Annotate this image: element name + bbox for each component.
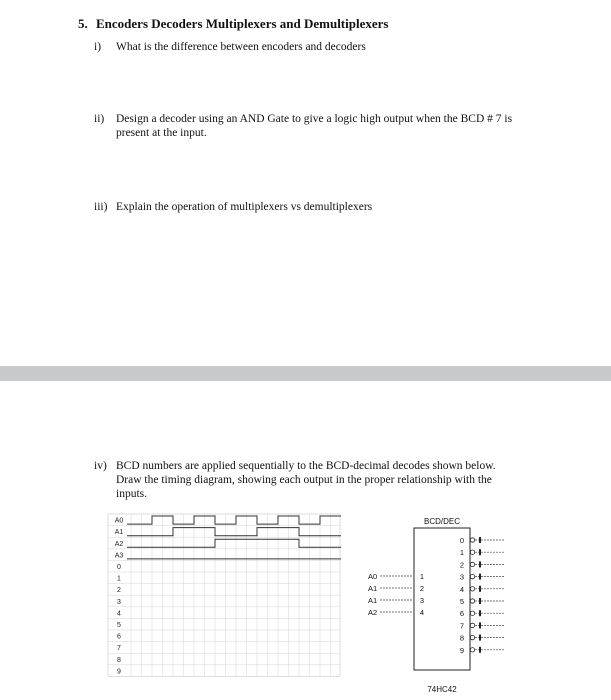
timing-label-A2: A2	[114, 540, 124, 548]
decoder-output-label-7: 7	[459, 621, 464, 631]
decoder-output-label-3: 3	[459, 572, 464, 582]
decoder-part-number: 74HC42	[427, 685, 457, 694]
decoder-output-label-0: 0	[459, 536, 464, 545]
waveform-A1	[127, 528, 341, 536]
decoder-output-bubble	[470, 574, 474, 578]
question-i-text: What is the difference between encoders and decoders	[116, 41, 366, 53]
decoder-output-label-2: 2	[459, 560, 464, 570]
question-iv-text-line3: inputs.	[116, 488, 147, 500]
waveform-A2	[127, 539, 341, 547]
section-number: 5.	[78, 16, 88, 31]
question-ii-numeral: ii)	[94, 113, 105, 125]
decoder-output-bubble	[470, 587, 474, 591]
timing-label-8: 8	[117, 656, 121, 664]
question-iii-numeral: iii)	[94, 201, 108, 213]
timing-label-5: 5	[117, 622, 121, 629]
question-ii-text-line1: Design a decoder using an AND Gate to give a logic high output when the BCD # 7 is	[116, 113, 513, 125]
decoder-output-label-6: 6	[459, 609, 464, 619]
decoder-output-bubble	[470, 538, 474, 542]
decoder-output-label-8: 8	[459, 633, 464, 643]
decoder-output-label-1: 1	[459, 548, 464, 558]
decoder-output-bubble	[470, 648, 474, 652]
decoder-output-label-5: 5	[459, 597, 464, 606]
decoder-output-bubble	[470, 611, 474, 615]
decoder-input-label: A1	[368, 584, 378, 593]
timing-diagram	[108, 514, 341, 676]
question-iii-text: Explain the operation of multiplexers vs demultiplexers	[116, 201, 373, 213]
decoder-input-pin: 3	[419, 596, 425, 605]
timing-label-1: 1	[117, 575, 121, 583]
question-ii-text-line2: present at the input.	[116, 127, 207, 139]
timing-label-A1: A1	[114, 529, 124, 537]
decoder-output-bubble	[470, 599, 474, 603]
decoder-input-pin: 1	[419, 572, 425, 581]
timing-label-4: 4	[117, 610, 121, 618]
decoder-output-bubble	[470, 635, 474, 639]
timing-label-6: 6	[117, 633, 121, 641]
decoder-output-label-4: 4	[459, 584, 464, 594]
decoder-output-bubble	[470, 623, 474, 627]
question-iv-text-line1: BCD numbers are applied sequentially to the BCD-decimal decodes shown below.	[116, 460, 496, 472]
timing-label-7: 7	[117, 645, 121, 653]
decoder-input-pin: 2	[419, 584, 425, 593]
question-iv-text-line2: Draw the timing diagram, showing each output in the proper relationship with the	[116, 474, 492, 486]
timing-label-A3: A3	[114, 552, 124, 560]
timing-label-A0: A0	[114, 517, 124, 525]
decoder-diagram	[368, 517, 504, 694]
decoder-input-label: A0	[368, 572, 378, 581]
question-iv-numeral: iv)	[94, 460, 107, 472]
decoder-output-bubble	[470, 562, 474, 566]
decoder-output-bubble	[470, 550, 474, 554]
timing-label-9: 9	[117, 668, 121, 676]
decoder-input-label: A1	[368, 596, 378, 605]
decoder-title: BCD/DEC	[423, 517, 461, 526]
question-i-numeral: i)	[94, 41, 102, 53]
timing-label-0: 0	[117, 564, 121, 571]
waveform-A0	[127, 516, 341, 524]
decoder-input-pin: 4	[419, 608, 425, 617]
decoder-output-label-9: 9	[459, 645, 464, 655]
section-title-text: Encoders Decoders Multiplexers and Demultiplexers	[96, 16, 389, 31]
decoder-input-label: A2	[368, 608, 378, 617]
timing-label-2: 2	[117, 587, 121, 595]
timing-label-3: 3	[117, 598, 121, 606]
